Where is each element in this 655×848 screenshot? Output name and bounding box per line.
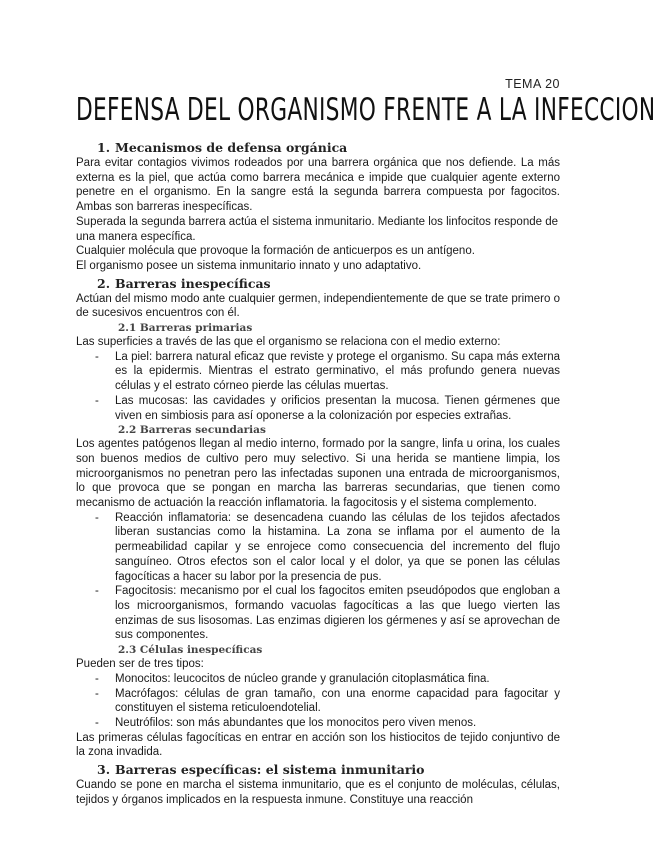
bullet-list	[76, 672, 560, 731]
bullet-list	[76, 511, 560, 643]
paragraph: Cualquier molécula que provoque la formación de anticuerpos es un antígeno.	[76, 245, 475, 258]
paragraph: Actúan del mismo modo ante cualquier germen, independientemente de que se trate primero o de sucesivos encuentros con él.	[76, 292, 560, 320]
subsection-2-2-heading: 2.2 Barreras secundarias	[118, 424, 266, 437]
section-1-heading	[97, 139, 560, 156]
subsection-2-1-heading: 2.1 Barreras primarias	[118, 322, 253, 335]
list-item: - Fagocitosis: mecanismo por el cual los fagocitos emiten pseudópodos que engloban a los microorganismos, formando vacuolas fagocíticas a las que luego vierten las enzimas de sus lisosomas. Las enzimas digieren los gérmenes y así se aprovechan de sus componentes.	[76, 584, 560, 643]
paragraph: Cuando se pone en marcha el sistema inmunitario, que es el conjunto de moléculas, células, tejidos y órganos implicados en la respuesta inmune. Constituye una reacción	[76, 779, 560, 806]
paragraph: Pueden ser de tres tipos:	[76, 658, 204, 671]
list-item: - Reacción inflamatoria: se desencadena cuando las células de los tejidos afectados liberan sustancias como la histamina. La zona se inflama por el aumento de la permeabilidad capilar y se enrojece como consecuencia del incremento del flujo sanguíneo. Otros efectos son el calor local y el dolor, ya que se ponen las células fagocíticas a hacer su labor por la presencia de pus.	[76, 511, 560, 585]
section-title: Barreras específicas: el sistema inmunitario	[115, 762, 425, 778]
paragraph: Para evitar contagios vivimos rodeados por una barrera orgánica que nos defiende. La más externa es la piel, que actúa como barrera mecánica e impide que cualquier agente externo penetre en el organismo. En la sangre está la segunda barrera compuesta por fagocitos. Ambas son barreras inespecíficas.	[76, 157, 560, 214]
document-body	[76, 138, 560, 807]
list-item: - Las mucosas: las cavidades y orificios presentan la mucosa. Tienen gérmenes que viven en simbiosis para así oponerse a la colonización por especies extrañas.	[76, 394, 560, 423]
paragraph: Superada la segunda barrera actúa el sistema inmunitario. Mediante los linfocitos responde de una manera específica.	[76, 215, 559, 243]
list-item: - Monocitos: leucocitos de núcleo grande y granulación citoplasmática fina.	[76, 672, 560, 687]
topic-number: TEMA 20	[505, 77, 560, 91]
paragraph: Las superficies a través de las que el organismo se relaciona con el medio externo:	[76, 336, 501, 349]
section-number: 2.	[97, 275, 111, 291]
bullet-list	[76, 350, 560, 424]
paragraph: Los agentes patógenos llegan al medio interno, formado por la sangre, linfa u orina, los cuales son buenos medios de cultivo pero muy selectivo. Si una herida se mantiene limpia, los microorganismos no penetran pero las infectadas suponen una entrada de microorganismos, lo que provoca que se pongan en marcha las barreras secundarias, que tienen como mecanismo de actuación la reacción inflamatoria. la fagocitosis y el sistema complemento.	[76, 438, 560, 510]
list-item: - La piel: barrera natural eficaz que reviste y protege el organismo. Su capa más externa es la epidermis. Mientras el estrato germinativo, el más profundo genera nuevas células y el estrato córneo pierde las células muertas.	[76, 350, 560, 394]
section-title: Barreras inespecíficas	[115, 275, 271, 291]
subsection-2-3-heading: 2.3 Células inespecíficas	[118, 644, 263, 657]
document-title: DEFENSA DEL ORGANISMO FRENTE A LA INFECCION	[76, 92, 655, 128]
paragraph: El organismo posee un sistema inmunitario innato y uno adaptativo.	[76, 259, 422, 272]
list-item: - Neutrófilos: son más abundantes que los monocitos pero viven menos.	[76, 716, 560, 731]
paragraph: Las primeras células fagocíticas en entrar en acción son los histiocitos de tejido conjuntivo de la zona invadida.	[76, 731, 560, 759]
section-title: Mecanismos de defensa orgánica	[115, 140, 348, 155]
section-number: 3.	[97, 762, 111, 778]
section-2-heading	[97, 275, 560, 292]
section-3-heading	[97, 761, 560, 778]
section-number: 1.	[97, 140, 111, 155]
list-item: - Macrófagos: células de gran tamaño, con una enorme capacidad para fagocitar y constituyen el sistema reticuloendotelial.	[76, 687, 560, 716]
